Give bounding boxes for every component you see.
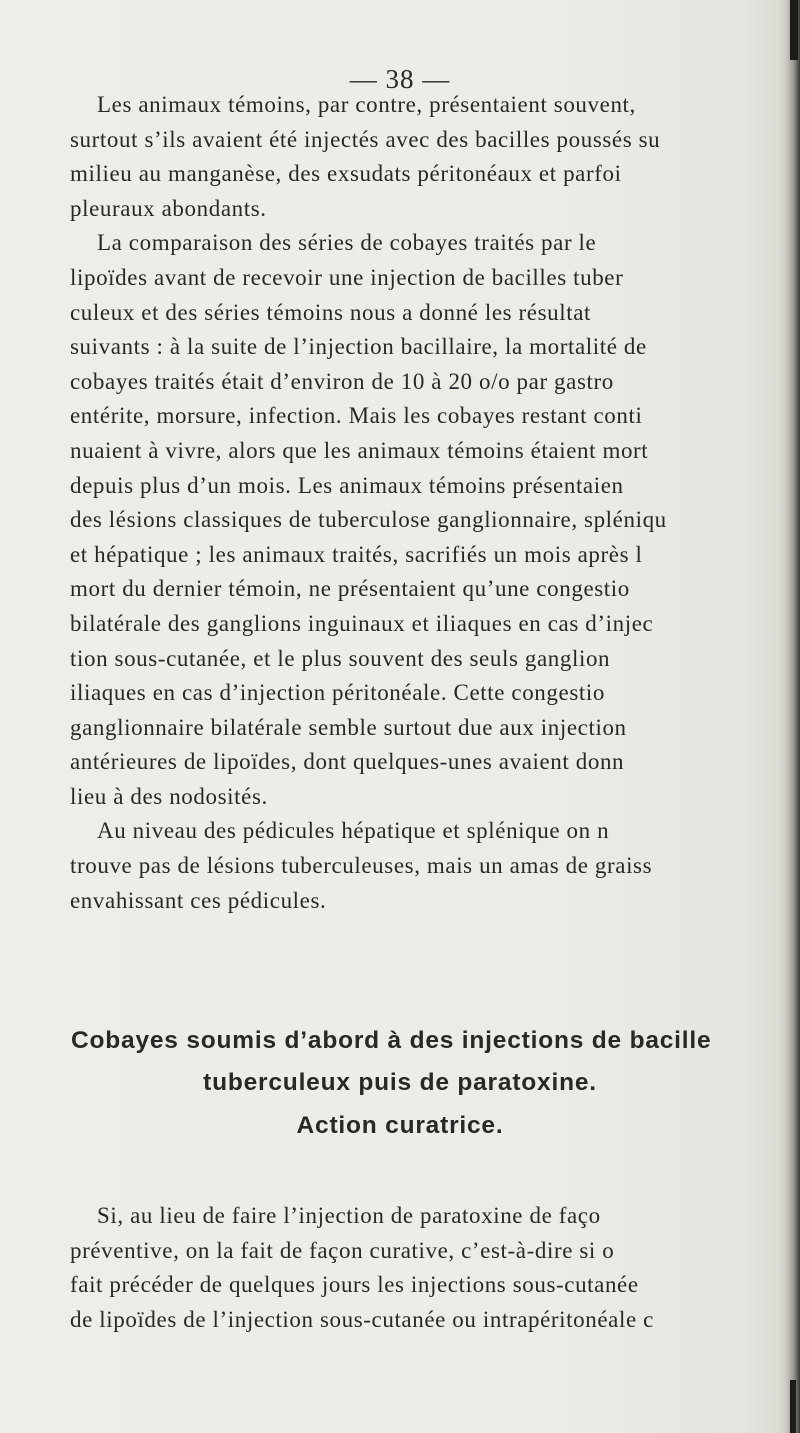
text-line: suivants : à la suite de l’injection bacillaire, la mortalité de [70,334,647,360]
text-line: entérite, morsure, infection. Mais les cobayes restant conti [70,403,643,429]
text-line: ganglionnaire bilatérale semble surtout due aux injection [70,714,627,740]
text-line: depuis plus d’un mois. Les animaux témoins présentaien [70,472,624,498]
text-line: iliaques en cas d’injection péritonéale. Cette congestio [70,680,605,706]
text-line: pleuraux abondants. [70,195,267,221]
text-line: Si, au lieu de faire l’injection de paratoxine de faço [97,1203,601,1228]
text-line: milieu au manganèse, des exsudats péritonéaux et parfoi [70,161,622,187]
text-line: lipoïdes avant de recevoir une injection de bacilles tuber [70,264,624,290]
page-binding-edge [778,0,800,1433]
section-text-block [70,1199,770,1337]
section-heading-line-3: Action curatrice. [296,1112,504,1139]
text-line: nuaient à vivre, alors que les animaux témoins étaient mort [70,437,649,463]
text-line: surtout s’ils avaient été injectés avec des bacilles poussés su [70,126,661,152]
text-line: mort du dernier témoin, ne présentaient qu’une congestio [70,576,630,602]
page-number: — 38 — [349,64,451,94]
text-line: cobayes traités était d’environ de 10 à 20 o/o par gastro [70,368,614,394]
text-line: Au niveau des pédicules hépatique et splénique on n [97,818,610,844]
main-text-block [70,88,770,918]
section-heading-line-2: tuberculeux puis de paratoxine. [203,1069,597,1096]
text-line: trouve pas de lésions tuberculeuses, mais un amas de graiss [70,853,653,879]
text-line: et hépatique ; les animaux traités, sacrifiés un mois après l [70,541,643,567]
text-line: bilatérale des ganglions inguinaux et iliaques en cas d’injec [70,610,654,636]
text-line: envahissant ces pédicules. [70,887,327,913]
text-line: antérieures de lipoïdes, dont quelques-unes avaient donn [70,749,625,775]
text-line: des lésions classiques de tuberculose ganglionnaire, spléniqu [70,507,667,533]
text-line: de lipoïdes de l’injection sous-cutanée ou intrapéritonéale c [70,1306,654,1332]
text-line: lieu à des nodosités. [70,783,268,809]
text-line: tion sous-cutanée, et le plus souvent des seuls ganglion [70,645,611,671]
edge-speck [790,0,798,60]
text-line: préventive, on la fait de façon curative, c’est-à-dire si o [70,1237,615,1263]
text-line: fait précéder de quelques jours les injections sous-cutanée [70,1272,639,1298]
section-heading-line-1: Cobayes soumis d’abord à des injections de bacille [71,1027,712,1054]
text-line: La comparaison des séries de cobayes traités par le [97,230,597,256]
text-line: Les animaux témoins, par contre, présentaient souvent, [97,92,636,117]
text-line: culeux et des séries témoins nous a donné les résultat [70,299,592,325]
edge-speck [790,1380,796,1433]
